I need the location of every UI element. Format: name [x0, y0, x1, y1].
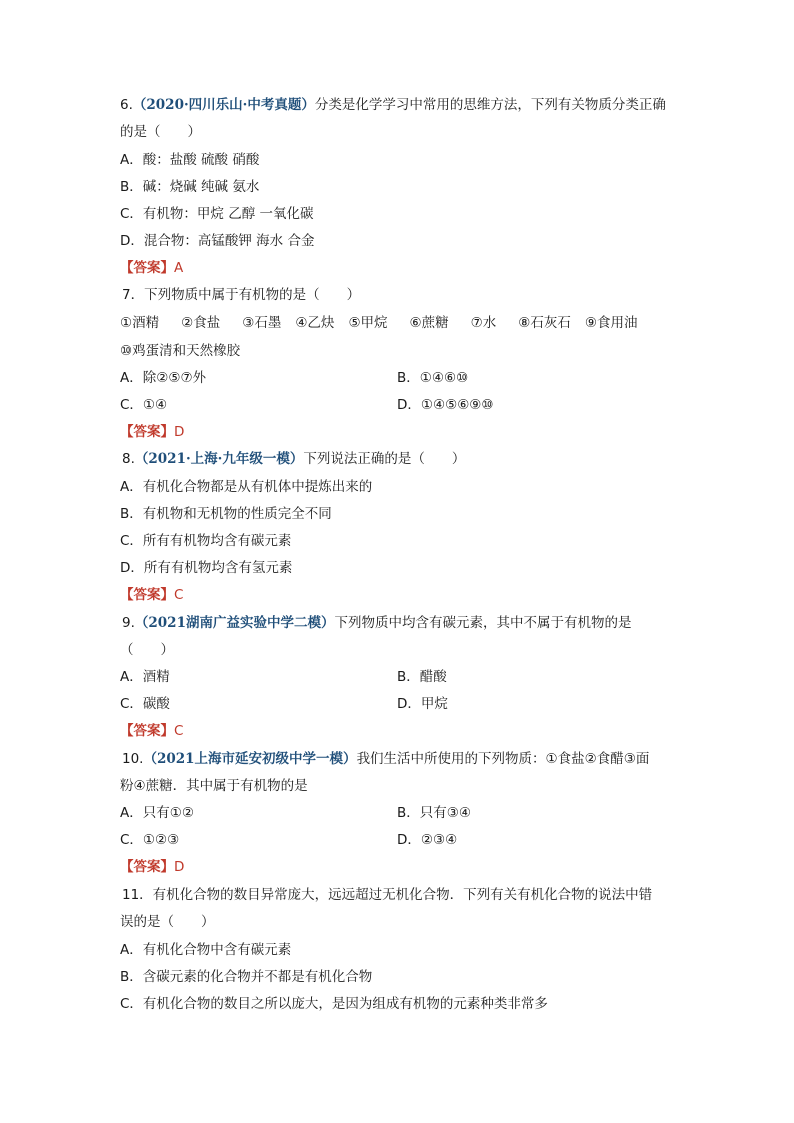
q10-answer: [120, 857, 184, 877]
q9-option-b: B．醋酸: [397, 669, 447, 685]
answer-label: 【答案】: [120, 424, 174, 440]
q9-stem-text: 下列物质中均含有碳元素，其中不属于有机物的是: [334, 615, 632, 631]
q6-number: 6.: [120, 97, 133, 113]
q7-item-6: ⑥蔗糖: [409, 315, 449, 331]
q6-answer: [120, 258, 183, 278]
q6-answer-value: A: [174, 260, 184, 276]
q8-number: 8.: [122, 451, 135, 467]
q9-number: 9.: [122, 615, 135, 631]
q8-option-d: D．所有有机物均含有氢元素: [120, 560, 293, 576]
q10-source: （2021上海市延安初级中学一模）: [143, 751, 357, 767]
q10-stem-line2: 粉④蔗糖．其中属于有机物的是: [120, 778, 308, 794]
q7-item-4: ④乙炔: [295, 315, 335, 331]
q6-stem-line2: 的是（ ）: [120, 124, 201, 140]
q6-option-b: B．碱：烧碱 纯碱 氨水: [120, 179, 260, 195]
q6-stem-line1: [120, 95, 666, 115]
q9-option-a: A．酒精: [120, 669, 170, 685]
q7-item-3: ③石墨: [242, 315, 282, 331]
q7-option-b: B．①④⑥⑩: [397, 370, 469, 386]
q8-source: （2021·上海·九年级一模）: [134, 451, 304, 467]
q8-answer: [120, 585, 183, 605]
q7-item-9: ⑨食用油: [584, 315, 638, 331]
q11-option-c: C．有机化合物的数目之所以庞大，是因为组成有机物的元素种类非常多: [120, 996, 548, 1012]
q6-option-a: A．酸：盐酸 硫酸 硝酸: [120, 152, 260, 168]
q10-stem-text: 我们生活中所使用的下列物质：①食盐②食醋③面: [356, 751, 650, 767]
q6-option-c: C．有机物：甲烷 乙醇 一氧化碳: [120, 206, 314, 222]
q7-items-line2: ⑩鸡蛋清和天然橡胶: [120, 343, 241, 359]
q8-option-b: B．有机物和无机物的性质完全不同: [120, 506, 332, 522]
q11-option-a: A．有机化合物中含有碳元素: [120, 942, 292, 958]
q10-stem-line1: [122, 749, 649, 769]
q10-option-d: D．②③④: [397, 832, 458, 848]
q6-stem-text: 分类是化学学习中常用的思维方法，下列有关物质分类正确: [314, 97, 666, 113]
answer-label: 【答案】: [120, 587, 174, 603]
q10-option-c: C．①②③: [120, 832, 180, 848]
q7-option-d: D．①④⑤⑥⑨⑩: [397, 397, 494, 413]
q9-answer-value: C: [174, 723, 184, 739]
q9-answer: [120, 721, 183, 741]
q7-items-line1: [120, 313, 637, 333]
q8-stem: [122, 449, 465, 469]
q7-answer: [120, 422, 184, 442]
q8-option-c: C．所有有机物均含有碳元素: [120, 533, 292, 549]
answer-label: 【答案】: [120, 260, 174, 276]
q9-option-d: D．甲烷: [397, 696, 448, 712]
q11-stem-line2: 误的是（ ）: [120, 914, 215, 930]
q7-item-1: ①酒精: [120, 315, 160, 331]
q8-option-a: A．有机化合物都是从有机体中提炼出来的: [120, 479, 373, 495]
q7-item-5: ⑤甲烷: [348, 315, 388, 331]
q7-item-7: ⑦水: [470, 315, 497, 331]
q7-stem: 7．下列物质中属于有机物的是（ ）: [122, 287, 361, 303]
q9-stem-line1: [122, 613, 631, 633]
q7-item-2: ②食盐: [181, 315, 221, 331]
answer-label: 【答案】: [120, 723, 174, 739]
q11-stem-line1: 11．有机化合物的数目异常庞大，远远超过无机化合物．下列有关有机化合物的说法中错: [122, 887, 653, 903]
q7-item-8: ⑧石灰石: [518, 315, 571, 331]
q9-source: （2021湖南广益实验中学二模）: [134, 615, 335, 631]
q6-option-d: D．混合物：高锰酸钾 海水 合金: [120, 233, 315, 249]
q7-option-a: A．除②⑤⑦外: [120, 370, 207, 386]
answer-label: 【答案】: [120, 859, 174, 875]
q11-option-b: B．含碳元素的化合物并不都是有机化合物: [120, 969, 373, 985]
q9-option-c: C．碳酸: [120, 696, 170, 712]
q8-stem-text: 下列说法正确的是（ ）: [303, 451, 466, 467]
q10-number: 10.: [122, 751, 144, 767]
q10-option-a: A．只有①②: [120, 805, 194, 821]
q10-answer-value: D: [174, 859, 185, 875]
q10-option-b: B．只有③④: [397, 805, 471, 821]
q9-stem-line2: （ ）: [120, 642, 174, 658]
q7-option-c: C．①④: [120, 397, 168, 413]
q7-answer-value: D: [174, 424, 185, 440]
q6-source: （2020·四川乐山·中考真题）: [132, 97, 315, 113]
q8-answer-value: C: [174, 587, 184, 603]
